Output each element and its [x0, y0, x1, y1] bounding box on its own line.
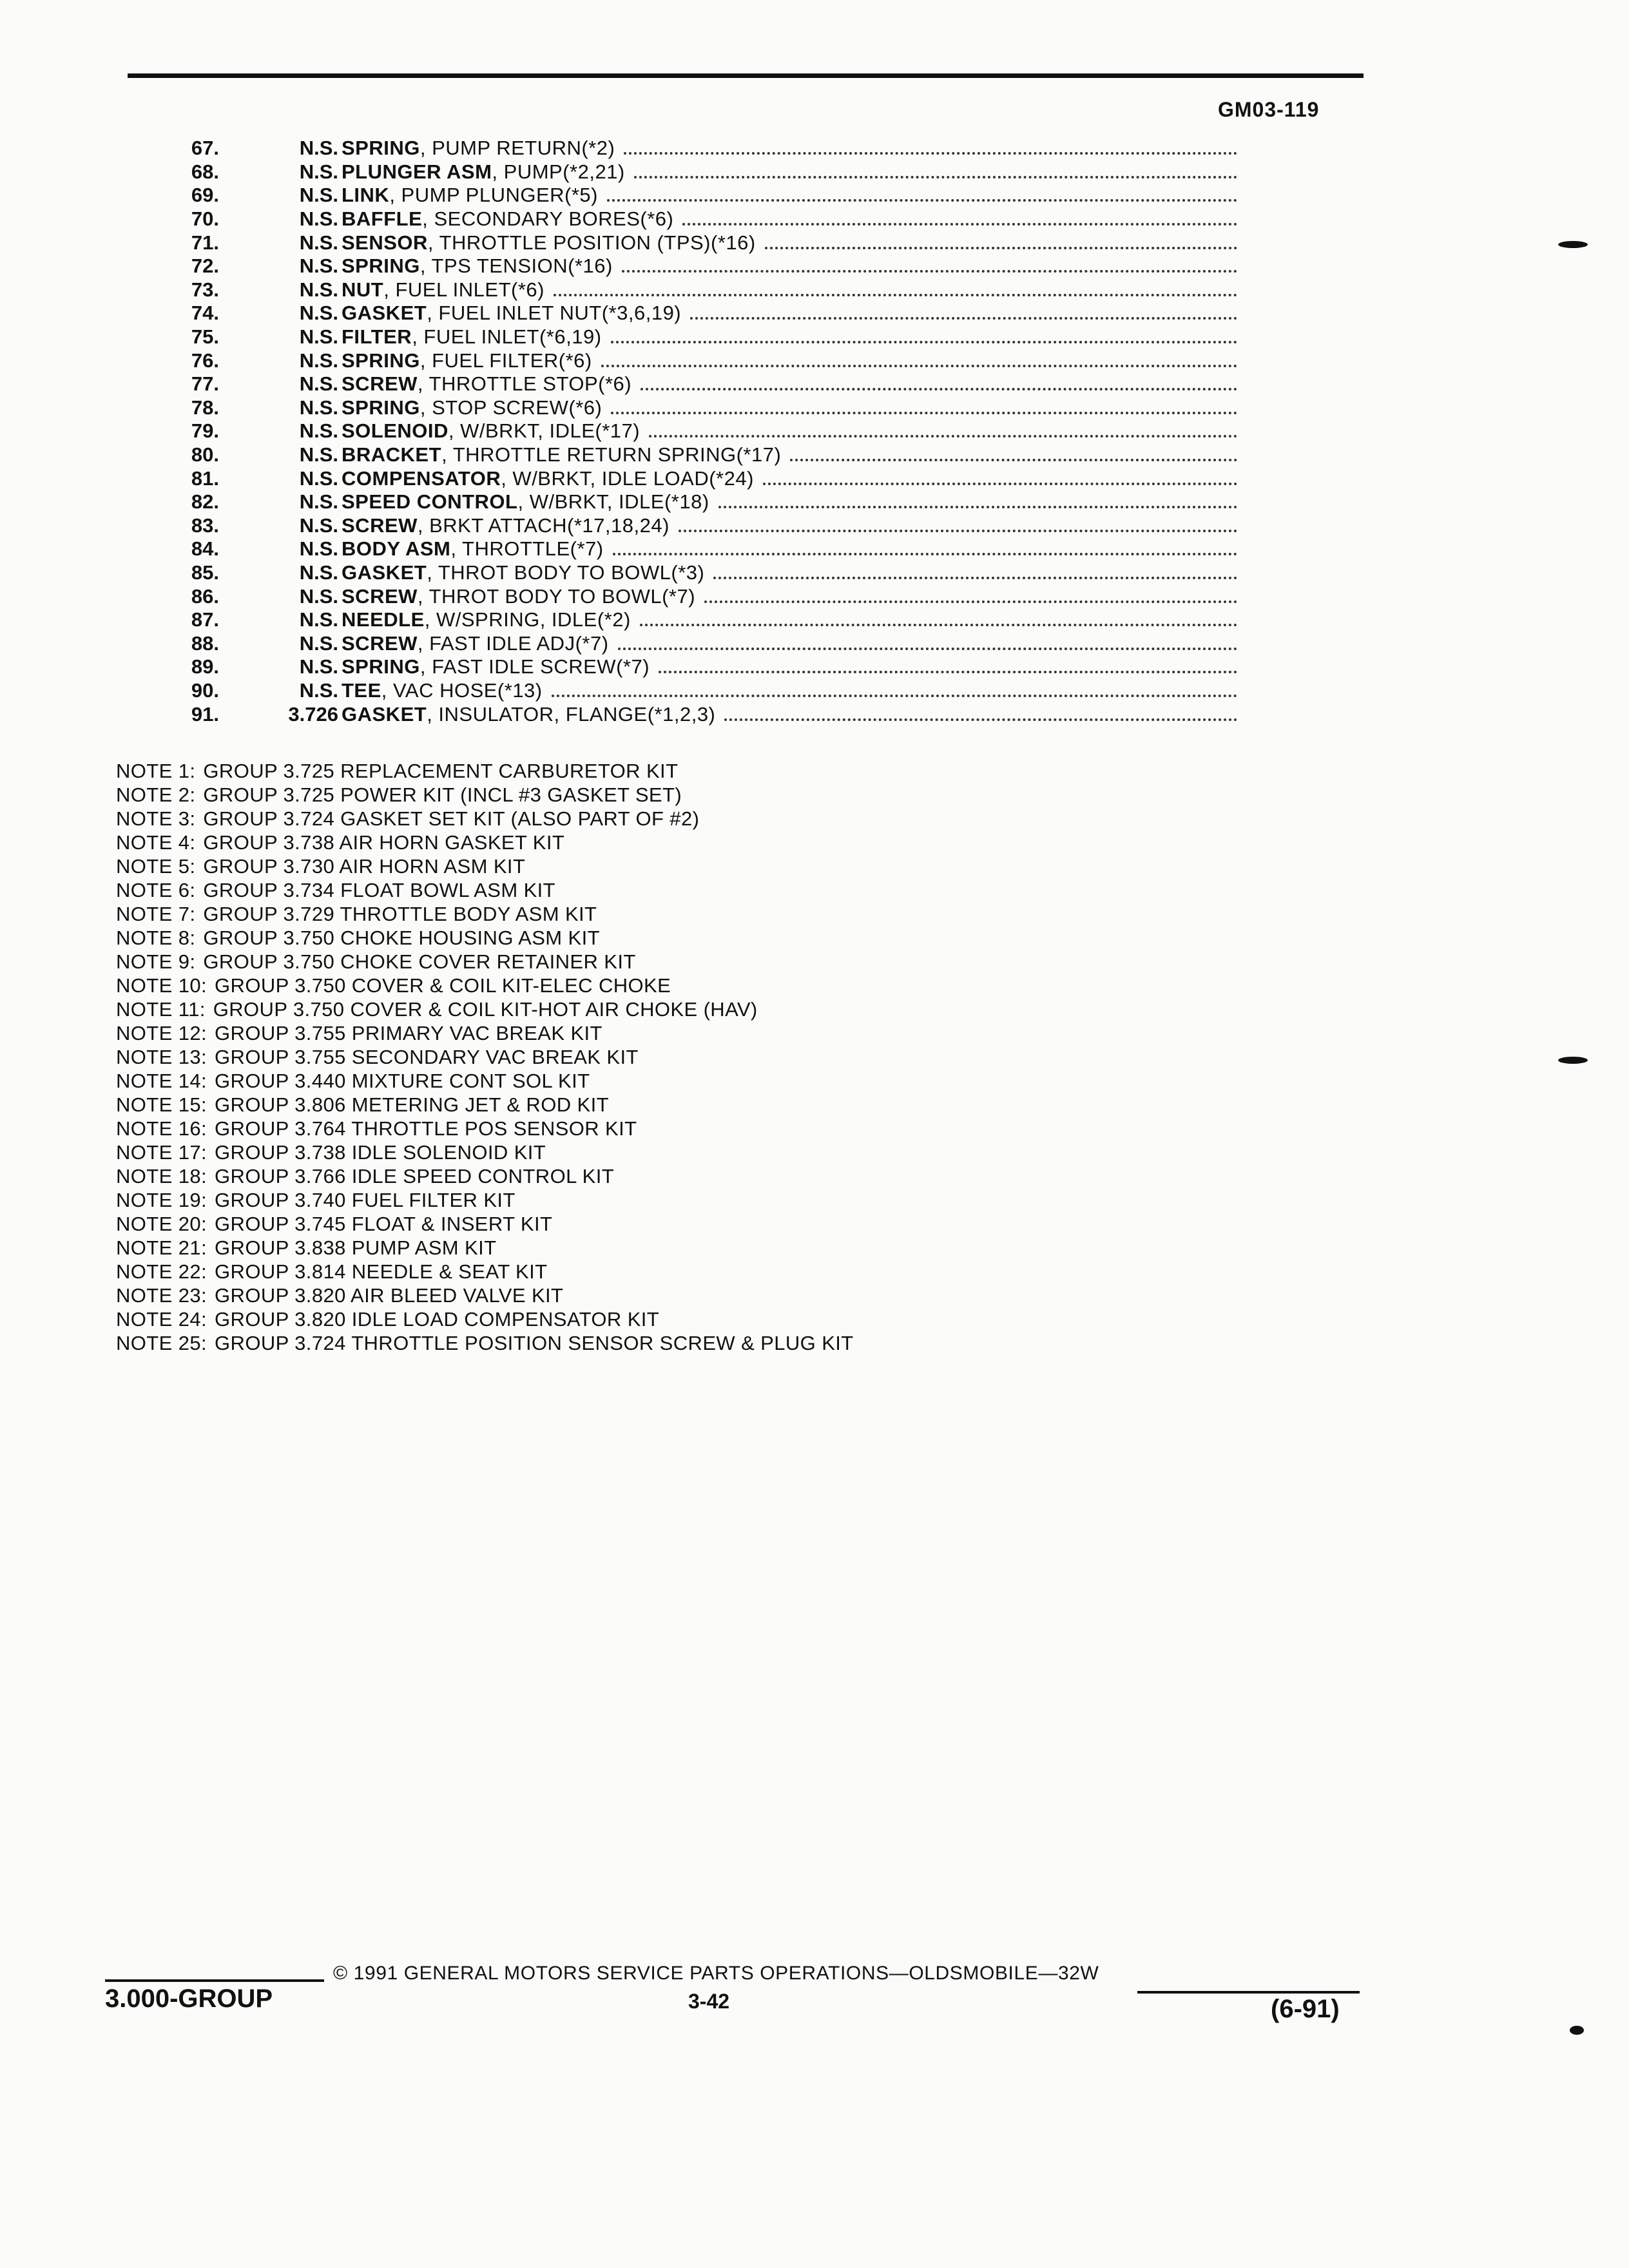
- part-name: SCREW: [342, 631, 418, 655]
- part-detail: , INSULATOR, FLANGE(*1,2,3): [427, 702, 716, 726]
- part-group: N.S.: [299, 325, 338, 349]
- part-number: 72.: [191, 255, 219, 278]
- footer-date: (6-91): [1271, 1995, 1340, 2023]
- note-label: NOTE 14:: [116, 1070, 207, 1092]
- part-name: GASKET: [342, 702, 427, 726]
- part-number: 91.: [191, 702, 219, 726]
- note-label: NOTE 1:: [116, 760, 196, 782]
- part-name: SPEED CONTROL: [342, 490, 518, 514]
- part-name: SPRING: [342, 349, 420, 372]
- part-row: [161, 160, 1237, 184]
- part-name: SCREW: [342, 372, 418, 396]
- dot-leader: [765, 247, 1237, 249]
- part-row: [161, 184, 1237, 207]
- part-name: BAFFLE: [342, 207, 423, 231]
- part-detail: , THROTTLE STOP(*6): [417, 372, 632, 396]
- note-text: GROUP 3.750 CHOKE HOUSING ASM KIT: [203, 927, 600, 949]
- part-number: 82.: [191, 490, 219, 514]
- part-name: NUT: [342, 278, 384, 301]
- note-label: NOTE 2:: [116, 783, 196, 806]
- dot-leader: [763, 483, 1237, 485]
- part-row: [161, 584, 1237, 608]
- parts-list: [161, 137, 1237, 726]
- part-row: [161, 255, 1237, 278]
- part-row: [161, 419, 1237, 443]
- note-label: NOTE 3:: [116, 807, 196, 830]
- part-detail: , FAST IDLE ADJ(*7): [417, 631, 609, 655]
- footer-page-number: 3-42: [688, 1990, 730, 2013]
- part-detail: , THROTTLE(*7): [450, 537, 604, 561]
- part-number: 80.: [191, 443, 219, 466]
- part-detail: , THROTTLE RETURN SPRING(*17): [441, 443, 782, 466]
- note-label: NOTE 9:: [116, 950, 196, 973]
- part-detail: , VAC HOSE(*13): [381, 678, 543, 702]
- dot-leader: [704, 601, 1237, 603]
- note-text: GROUP 3.755 SECONDARY VAC BREAK KIT: [215, 1046, 639, 1068]
- part-row: [161, 302, 1237, 325]
- note-item: [116, 878, 1083, 902]
- dot-leader: [659, 671, 1237, 673]
- note-item: [116, 1212, 1083, 1236]
- part-row: [161, 561, 1237, 585]
- part-number: 86.: [191, 584, 219, 608]
- note-text: GROUP 3.738 AIR HORN GASKET KIT: [203, 831, 565, 854]
- note-text: GROUP 3.814 NEEDLE & SEAT KIT: [215, 1260, 548, 1283]
- part-name: SPRING: [342, 137, 420, 160]
- part-group: N.S.: [299, 231, 338, 254]
- part-number: 77.: [191, 372, 219, 396]
- part-row: [161, 679, 1237, 703]
- part-name: PLUNGER ASM: [342, 160, 492, 183]
- note-label: NOTE 24:: [116, 1308, 207, 1331]
- part-detail: , FUEL INLET(*6,19): [412, 325, 602, 349]
- part-detail: , W/BRKT, IDLE(*17): [448, 419, 641, 443]
- part-detail: , PUMP PLUNGER(*5): [389, 184, 598, 207]
- part-detail: , PUMP(*2,21): [492, 160, 625, 183]
- part-number: 73.: [191, 278, 219, 301]
- dot-leader: [690, 317, 1237, 320]
- part-number: 90.: [191, 678, 219, 702]
- footer-rule-right: [1137, 1991, 1360, 1994]
- part-group: N.S.: [299, 584, 338, 608]
- part-detail: , W/SPRING, IDLE(*2): [424, 608, 631, 631]
- part-group: N.S.: [299, 302, 338, 325]
- note-label: NOTE 13:: [116, 1046, 207, 1068]
- part-row: [161, 231, 1237, 255]
- dot-leader: [601, 365, 1237, 367]
- page-id: GM03-119: [1218, 98, 1320, 121]
- part-name: SPRING: [342, 255, 420, 278]
- note-item: [116, 1140, 1083, 1164]
- note-label: NOTE 12:: [116, 1022, 207, 1044]
- part-number: 81.: [191, 466, 219, 490]
- note-item: [116, 1045, 1083, 1069]
- dot-leader: [622, 270, 1237, 273]
- part-group: N.S.: [299, 631, 338, 655]
- part-detail: , FUEL FILTER(*6): [419, 349, 592, 372]
- dot-leader: [790, 459, 1237, 461]
- part-name: SPRING: [342, 655, 420, 678]
- part-detail: , FUEL INLET NUT(*3,6,19): [427, 302, 682, 325]
- part-name: SPRING: [342, 396, 420, 419]
- note-text: GROUP 3.724 THROTTLE POSITION SENSOR SCREW & PLUG KIT: [215, 1332, 854, 1354]
- note-item: [116, 807, 1083, 831]
- dot-leader: [724, 718, 1237, 721]
- note-item: [116, 783, 1083, 807]
- note-item: [116, 1307, 1083, 1331]
- part-row: [161, 655, 1237, 679]
- note-label: NOTE 25:: [116, 1332, 207, 1354]
- note-item: [116, 1069, 1083, 1093]
- notes-list: [116, 759, 1083, 1355]
- dot-leader: [618, 648, 1237, 650]
- part-group: N.S.: [299, 608, 338, 631]
- note-text: GROUP 3.838 PUMP ASM KIT: [215, 1236, 497, 1259]
- part-number: 83.: [191, 514, 219, 537]
- part-row: [161, 207, 1237, 231]
- part-number: 76.: [191, 349, 219, 372]
- part-detail: , THROTTLE POSITION (TPS)(*16): [427, 231, 756, 254]
- dot-leader: [624, 152, 1237, 155]
- part-group: 3.726: [288, 702, 338, 726]
- note-label: NOTE 18:: [116, 1165, 207, 1187]
- part-row: [161, 514, 1237, 538]
- dot-leader: [552, 695, 1237, 697]
- part-detail: , PUMP RETURN(*2): [419, 137, 615, 160]
- note-label: NOTE 16:: [116, 1117, 207, 1140]
- footer-group-label: 3.000-GROUP: [105, 1984, 273, 2013]
- dot-leader: [679, 530, 1237, 532]
- part-row: [161, 631, 1237, 655]
- note-item: [116, 950, 1083, 974]
- part-name: LINK: [342, 184, 390, 207]
- part-group: N.S.: [299, 655, 338, 678]
- part-group: N.S.: [299, 466, 338, 490]
- dot-leader: [607, 199, 1237, 202]
- part-name: TEE: [342, 678, 381, 702]
- note-text: GROUP 3.440 MIXTURE CONT SOL KIT: [215, 1070, 590, 1092]
- note-item: [116, 1236, 1083, 1260]
- part-row: [161, 349, 1237, 372]
- note-text: GROUP 3.764 THROTTLE POS SENSOR KIT: [215, 1117, 637, 1140]
- note-label: NOTE 17:: [116, 1141, 207, 1164]
- note-label: NOTE 21:: [116, 1236, 207, 1259]
- note-text: GROUP 3.755 PRIMARY VAC BREAK KIT: [215, 1022, 602, 1044]
- part-number: 79.: [191, 419, 219, 443]
- part-detail: , SECONDARY BORES(*6): [422, 207, 674, 231]
- note-item: [116, 997, 1083, 1021]
- part-number: 69.: [191, 184, 219, 207]
- note-item: [116, 831, 1083, 854]
- footer-copyright: © 1991 GENERAL MOTORS SERVICE PARTS OPERATIONS—OLDSMOBILE—32W: [333, 1963, 1099, 1984]
- part-number: 71.: [191, 231, 219, 254]
- part-group: N.S.: [299, 278, 338, 301]
- note-item: [116, 926, 1083, 950]
- note-label: NOTE 4:: [116, 831, 196, 854]
- part-number: 78.: [191, 396, 219, 419]
- part-row: [161, 396, 1237, 420]
- note-item: [116, 1188, 1083, 1212]
- part-number: 75.: [191, 325, 219, 349]
- part-detail: , BRKT ATTACH(*17,18,24): [417, 514, 670, 537]
- part-group: N.S.: [299, 372, 338, 396]
- note-item: [116, 854, 1083, 878]
- part-name: BODY ASM: [342, 537, 451, 561]
- note-label: NOTE 5:: [116, 855, 196, 878]
- note-label: NOTE 10:: [116, 974, 207, 997]
- part-number: 88.: [191, 631, 219, 655]
- part-row: [161, 372, 1237, 396]
- part-number: 67.: [191, 137, 219, 160]
- part-number: 70.: [191, 207, 219, 231]
- part-detail: , STOP SCREW(*6): [419, 396, 602, 419]
- part-detail: , FUEL INLET(*6): [383, 278, 545, 301]
- part-number: 84.: [191, 537, 219, 561]
- note-text: GROUP 3.820 IDLE LOAD COMPENSATOR KIT: [215, 1308, 660, 1331]
- part-detail: , W/BRKT, IDLE LOAD(*24): [501, 466, 754, 490]
- note-label: NOTE 23:: [116, 1284, 207, 1307]
- note-text: GROUP 3.725 POWER KIT (INCL #3 GASKET SET): [203, 783, 682, 806]
- note-item: [116, 1117, 1083, 1140]
- part-row: [161, 466, 1237, 490]
- part-row: [161, 325, 1237, 349]
- note-item: [116, 1164, 1083, 1188]
- part-group: N.S.: [299, 396, 338, 419]
- note-label: NOTE 20:: [116, 1213, 207, 1235]
- dot-leader: [554, 294, 1237, 296]
- note-text: GROUP 3.730 AIR HORN ASM KIT: [203, 855, 526, 878]
- note-text: GROUP 3.724 GASKET SET KIT (ALSO PART OF #2): [203, 807, 700, 830]
- part-group: N.S.: [299, 443, 338, 466]
- note-text: GROUP 3.734 FLOAT BOWL ASM KIT: [203, 879, 556, 901]
- part-number: 87.: [191, 608, 219, 631]
- footer-rule-left: [105, 1979, 324, 1982]
- part-row: [161, 137, 1237, 160]
- note-label: NOTE 15:: [116, 1093, 207, 1116]
- note-text: GROUP 3.750 COVER & COIL KIT-HOT AIR CHOKE (HAV): [213, 998, 758, 1021]
- dot-leader: [682, 223, 1237, 226]
- part-name: GASKET: [342, 302, 427, 325]
- note-text: GROUP 3.740 FUEL FILTER KIT: [215, 1189, 516, 1211]
- part-row: [161, 443, 1237, 467]
- binding-mark: [1570, 2026, 1584, 2035]
- binding-mark: [1558, 1057, 1588, 1064]
- part-name: SCREW: [342, 514, 418, 537]
- note-text: GROUP 3.820 AIR BLEED VALVE KIT: [215, 1284, 564, 1307]
- part-group: N.S.: [299, 137, 338, 160]
- note-text: GROUP 3.725 REPLACEMENT CARBURETOR KIT: [203, 760, 679, 782]
- note-label: NOTE 8:: [116, 927, 196, 949]
- dot-leader: [649, 435, 1237, 437]
- dot-leader: [640, 624, 1237, 626]
- note-label: NOTE 11:: [116, 998, 206, 1021]
- note-item: [116, 902, 1083, 926]
- part-row: [161, 490, 1237, 514]
- part-row: [161, 278, 1237, 302]
- note-text: GROUP 3.729 THROTTLE BODY ASM KIT: [203, 903, 597, 925]
- part-group: N.S.: [299, 537, 338, 561]
- part-row: [161, 537, 1237, 561]
- note-item: [116, 759, 1083, 783]
- dot-leader: [634, 176, 1237, 178]
- note-label: NOTE 19:: [116, 1189, 207, 1211]
- note-item: [116, 1021, 1083, 1045]
- note-item: [116, 1331, 1083, 1355]
- dot-leader: [641, 388, 1237, 390]
- part-group: N.S.: [299, 184, 338, 207]
- top-rule: [128, 73, 1364, 78]
- note-label: NOTE 22:: [116, 1260, 207, 1283]
- part-number: 74.: [191, 302, 219, 325]
- part-detail: , W/BRKT, IDLE(*18): [517, 490, 709, 514]
- part-group: N.S.: [299, 419, 338, 443]
- part-detail: , THROT BODY TO BOWL(*3): [427, 561, 705, 584]
- note-label: NOTE 6:: [116, 879, 196, 901]
- part-group: N.S.: [299, 490, 338, 514]
- note-item: [116, 1093, 1083, 1117]
- note-text: GROUP 3.750 CHOKE COVER RETAINER KIT: [203, 950, 636, 973]
- note-label: NOTE 7:: [116, 903, 196, 925]
- note-item: [116, 1283, 1083, 1307]
- dot-leader: [613, 553, 1237, 555]
- part-name: SOLENOID: [342, 419, 448, 443]
- dot-leader: [611, 341, 1237, 343]
- part-group: N.S.: [299, 678, 338, 702]
- part-group: N.S.: [299, 514, 338, 537]
- part-detail: , THROT BODY TO BOWL(*7): [417, 584, 696, 608]
- part-number: 85.: [191, 561, 219, 584]
- note-item: [116, 974, 1083, 997]
- dot-leader: [611, 412, 1237, 414]
- note-text: GROUP 3.766 IDLE SPEED CONTROL KIT: [215, 1165, 615, 1187]
- part-detail: , TPS TENSION(*16): [419, 255, 613, 278]
- part-number: 89.: [191, 655, 219, 678]
- part-name: SCREW: [342, 584, 418, 608]
- note-text: GROUP 3.806 METERING JET & ROD KIT: [215, 1093, 609, 1116]
- note-text: GROUP 3.750 COVER & COIL KIT-ELEC CHOKE: [215, 974, 671, 997]
- dot-leader: [713, 577, 1237, 579]
- part-name: NEEDLE: [342, 608, 425, 631]
- part-number: 68.: [191, 160, 219, 183]
- part-name: BRACKET: [342, 443, 442, 466]
- part-name: COMPENSATOR: [342, 466, 501, 490]
- note-text: GROUP 3.738 IDLE SOLENOID KIT: [215, 1141, 546, 1164]
- dot-leader: [718, 506, 1237, 508]
- part-group: N.S.: [299, 207, 338, 231]
- binding-mark: [1558, 241, 1588, 248]
- part-row: [161, 702, 1237, 726]
- part-group: N.S.: [299, 349, 338, 372]
- part-name: SENSOR: [342, 231, 428, 254]
- part-group: N.S.: [299, 160, 338, 183]
- part-name: FILTER: [342, 325, 412, 349]
- part-detail: , FAST IDLE SCREW(*7): [419, 655, 650, 678]
- note-text: GROUP 3.745 FLOAT & INSERT KIT: [215, 1213, 553, 1235]
- part-group: N.S.: [299, 561, 338, 584]
- part-name: GASKET: [342, 561, 427, 584]
- part-row: [161, 608, 1237, 632]
- part-group: N.S.: [299, 255, 338, 278]
- note-item: [116, 1260, 1083, 1283]
